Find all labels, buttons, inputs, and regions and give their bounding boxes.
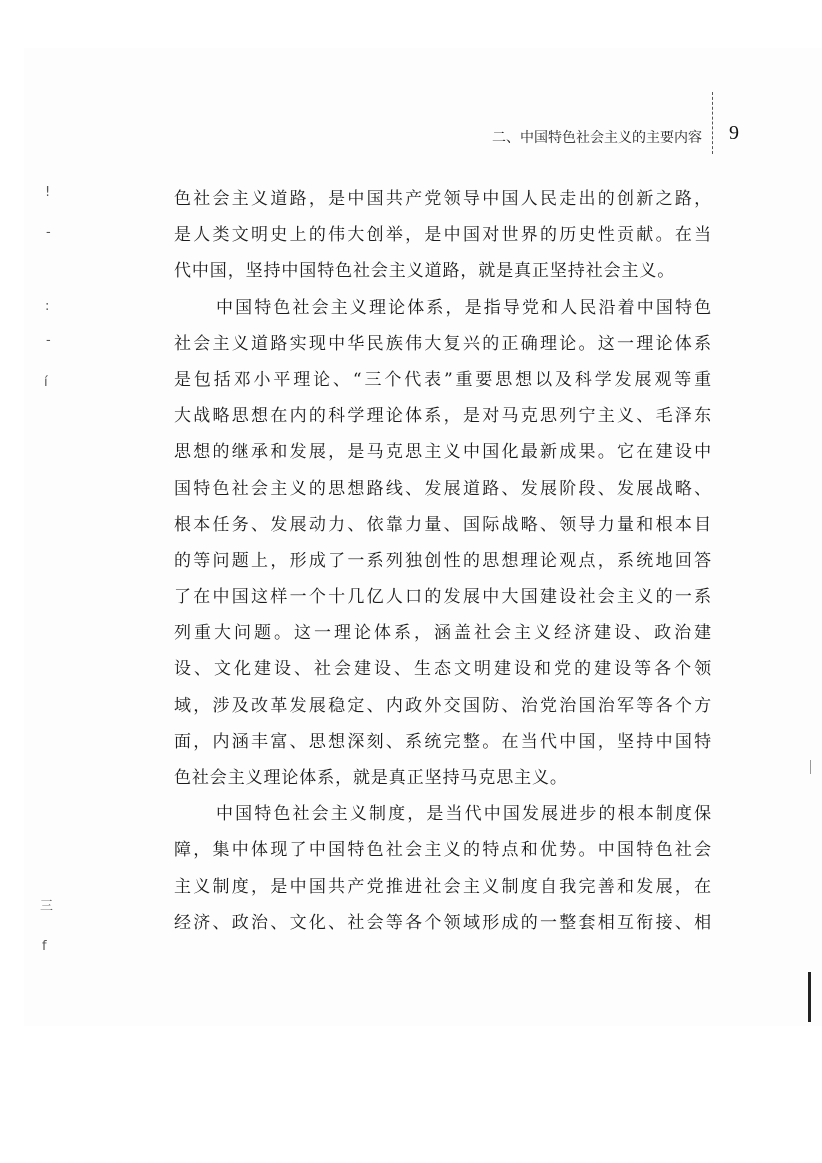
text-line: 国特色社会主义的思想路线、发展道路、发展阶段、发展战略、 <box>174 478 712 499</box>
body-text <box>174 181 712 941</box>
text-line: 域，涉及改革发展稳定、内政外交国防、治党治国治军等各个方 <box>174 695 712 716</box>
text-line: 根本任务、发展动力、依靠力量、国际战略、领导力量和根本目 <box>174 514 712 535</box>
margin-mark: - <box>46 333 51 348</box>
text-line: 大战略思想在内的科学理论体系，是对马克思列宁主义、毛泽东 <box>174 406 712 427</box>
header-divider <box>712 92 713 154</box>
text-line: 面，内涵丰富、思想深刻、系统完整。在当代中国，坚持中国特 <box>174 731 712 752</box>
text-line: 经济、政治、文化、社会等各个领域形成的一整套相互衔接、相 <box>174 912 712 933</box>
page-number: 9 <box>729 122 739 144</box>
scan-artifact <box>810 760 811 774</box>
text-line: 思想的继承和发展，是马克思主义中国化最新成果。它在建设中 <box>174 442 712 463</box>
text-line: 的等问题上，形成了一系列独创性的思想理论观点，系统地回答 <box>174 550 712 571</box>
margin-mark: ! <box>45 185 51 200</box>
text-line: 色社会主义道路，是中国共产党领导中国人民走出的创新之路， <box>174 189 712 209</box>
margin-mark: f <box>42 939 47 954</box>
text-line: 障，集中体现了中国特色社会主义的特点和优势。中国特色社会 <box>174 840 712 861</box>
margin-mark: - <box>46 225 51 240</box>
margin-mark: 三 <box>40 899 54 914</box>
text-line: 主义制度，是中国共产党推进社会主义制度自我完善和发展，在 <box>174 876 712 897</box>
text-line: 中国特色社会主义理论体系，是指导党和人民沿着中国特色 <box>216 297 712 318</box>
text-line: 社会主义道路实现中华民族伟大复兴的正确理论。这一理论体系 <box>174 333 712 354</box>
text-line: 中国特色社会主义制度，是当代中国发展进步的根本制度保 <box>216 804 712 825</box>
text-line: 设、文化建设、社会建设、生态文明建设和党的建设等各个领 <box>174 659 712 680</box>
page-bottom-margin <box>0 1026 822 1163</box>
text-line: 是包括邓小平理论、“三个代表”重要思想以及科学发展观等重 <box>174 369 712 390</box>
margin-mark: í <box>44 375 48 390</box>
scan-artifact <box>808 972 811 1022</box>
text-line: 代中国，坚持中国特色社会主义道路，就是真正坚持社会主义。 <box>174 261 676 282</box>
text-line: 了在中国这样一个十几亿人口的发展中大国建设社会主义的一系 <box>174 587 712 608</box>
running-header-title: 二、中国特色社会主义的主要内容 <box>492 130 702 146</box>
text-line: 是人类文明史上的伟大创举，是中国对世界的历史性贡献。在当 <box>174 225 712 246</box>
text-line: 色社会主义理论体系，就是真正坚持马克思主义。 <box>174 768 568 788</box>
text-line: 列重大问题。这一理论体系，涵盖社会主义经济建设、政治建 <box>174 623 712 644</box>
margin-mark: : <box>45 299 50 314</box>
